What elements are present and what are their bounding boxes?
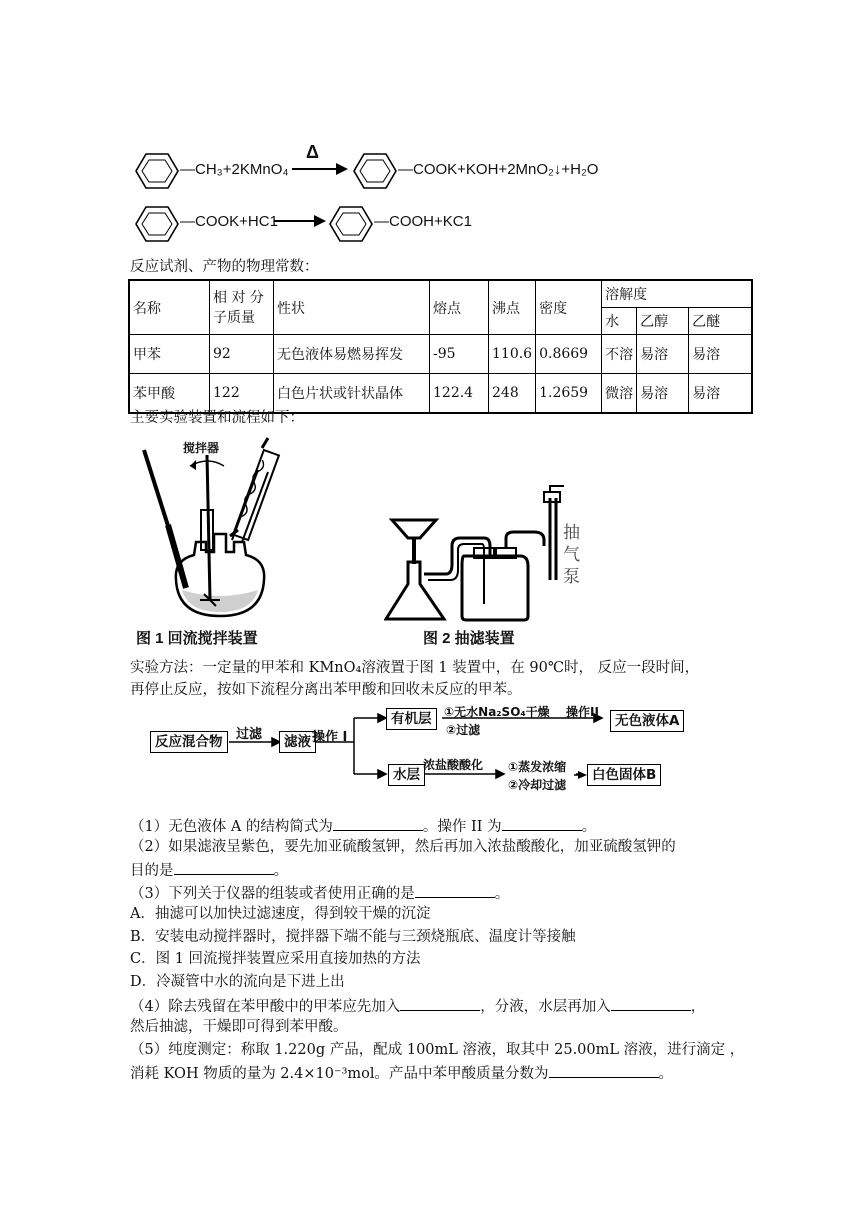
question-1: （1）无色液体 A 的结构简式为 。操作 II 为 。 [130,814,596,838]
question-3: （3）下列关于仪器的组装或者使用正确的是 。 [130,881,509,905]
benzene-ring-icon [134,150,180,192]
box-liquid-a: 无色液体A [610,710,684,732]
box-solid-b: 白色固体B [587,764,661,786]
answer-blank[interactable] [415,881,495,898]
label-aq-step2: ②冷却过滤 [508,778,567,792]
apparatus-intro: 主要实验装置和流程如下： [130,410,304,426]
header-bp: 沸点 [489,280,536,335]
box-reaction-mixture: 反应混合物 [150,731,228,753]
label-op1: 操作 I [312,730,348,745]
header-mp: 熔点 [430,280,489,335]
figure-2-caption: 图 2 抽滤装置 [423,630,515,647]
label-acidify: 浓盐酸酸化 [423,758,484,772]
question-5-line-1: （5）纯度测定：称取 1.220g 产品，配成 100mL 溶液，取其中 25.00mL 溶液，进行滴定 ， [130,1042,745,1058]
box-organic-layer: 有机层 [386,708,437,730]
option-a: A．抽滤可以加快过滤速度，得到较干燥的沉淀 [130,906,431,922]
header-ethanol: 乙醇 [637,308,689,335]
answer-blank[interactable] [611,994,691,1011]
question-4-line-2: 然后抽滤，干燥即可得到苯甲酸。 [130,1019,348,1035]
arrow-right-icon [292,162,348,176]
question-5-line-2: 消耗 KOH 物质的量为 2.4×10⁻³mol。产品中苯甲酸质量分数为 。 [130,1061,673,1085]
header-mw: 相 对 分 子质量 [210,280,274,335]
option-d: D．冷凝管中水的流向是下进上出 [130,974,345,990]
answer-blank[interactable] [400,994,480,1011]
arrow-right-icon [274,214,326,228]
stirrer-label: 搅拌器 [183,441,220,455]
arrow-right-icon [574,770,588,780]
properties-table [128,279,753,414]
label-org-step2: ②过滤 [446,723,481,737]
header-density: 密度 [536,280,602,335]
label-filter: 过滤 [236,727,263,742]
table-row: 苯甲酸 122 白色片状或针状晶体 122.4 248 1.2659 微溶 易溶 易溶 [129,374,752,413]
header-state: 性状 [274,280,430,335]
figure-1-caption: 图 1 回流搅拌装置 [136,630,258,647]
header-solubility: 溶解度 [602,280,753,308]
benzene-ring-icon [352,150,398,192]
label-aq-step1: ①蒸发浓缩 [508,760,567,774]
benzene-ring-icon [134,203,180,245]
table-intro: 反应试剂、产物的物理常数： [130,259,319,275]
reaction-1-left: —CH₃+2KMnO₄ [180,161,289,178]
method-line-1: 实验方法：一定量的甲苯和 KMnO₄溶液置于图 1 装置中，在 90℃时， 反应一段时间， [130,660,700,676]
reaction-2-left: —COOK+HC1 [180,213,278,230]
header-ether: 乙醚 [689,308,753,335]
question-4-line-1: （4）除去残留在苯甲酸中的甲苯应先加入 ，分液，水层再加入 ， [130,994,705,1018]
method-line-2: 再停止反应，按如下流程分离出苯甲酸和回收未反应的甲苯。 [130,682,522,698]
header-water: 水 [602,308,637,335]
header-name: 名称 [129,280,210,335]
benzene-ring-icon [328,203,374,245]
answer-blank[interactable] [333,814,423,831]
reflux-apparatus-diagram [134,430,284,630]
label-org-step1: ①无水Na₂SO₄干燥 [444,705,550,719]
label-op2: 操作II [566,705,599,719]
option-b: B．安装电动搅拌器时，搅拌器下端不能与三颈烧瓶底、温度计等接触 [130,929,576,945]
box-aqueous-layer: 水层 [388,764,425,786]
answer-blank[interactable] [549,1061,659,1078]
question-2-line-1: （2）如果滤液呈紫色，要先加亚硫酸氢钾，然后再加入浓盐酸酸化，加亚硫酸氢钾的 [130,839,676,855]
answer-blank[interactable] [502,814,582,831]
pump-label: 抽 气 泵 [563,523,580,587]
heat-symbol: Δ [306,142,319,162]
answer-blank[interactable] [174,858,274,875]
table-row: 甲苯 92 无色液体易燃易挥发 -95 110.6 0.8669 不溶 易溶 易溶 [129,335,752,374]
question-2-line-2: 目的是 。 [130,858,288,882]
box-filtrate: 滤液 [279,731,316,753]
reaction-1-right: —COOK+KOH+2MnO₂↓+H₂O [398,161,599,178]
reaction-2-right: —COOH+KC1 [374,213,472,230]
option-c: C．图 1 回流搅拌装置应采用直接加热的方法 [130,951,421,967]
